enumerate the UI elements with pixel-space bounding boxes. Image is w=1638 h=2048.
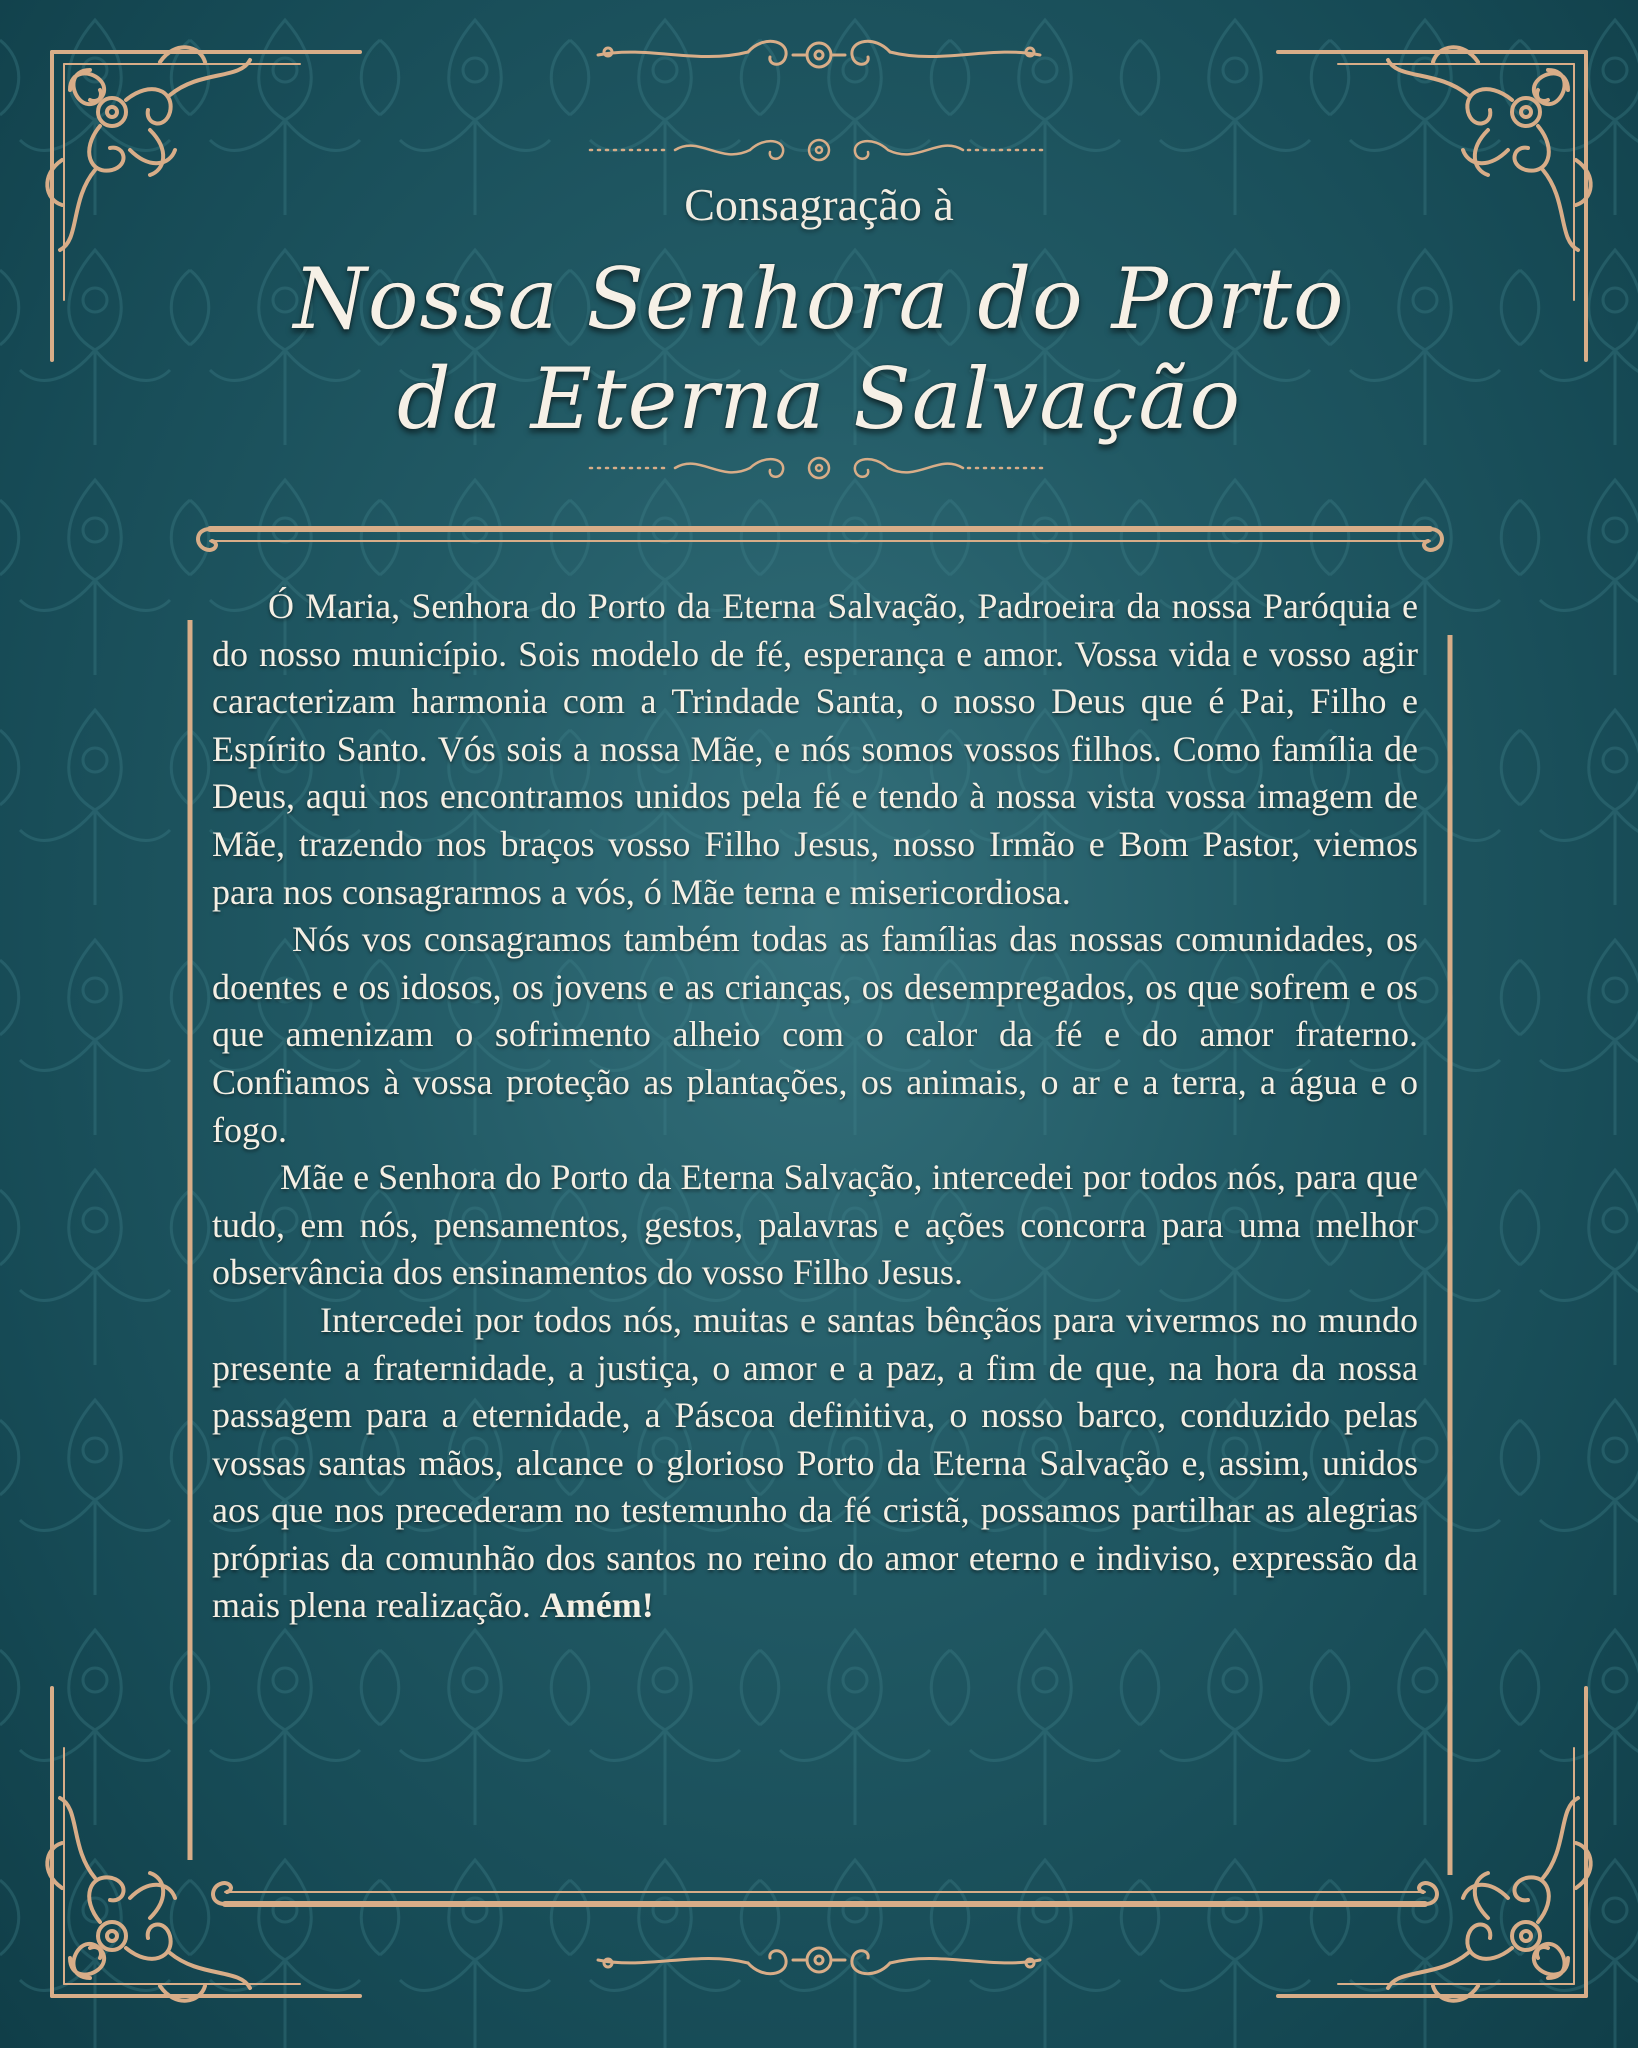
prayer-paragraph: Ó Maria, Senhora do Porto da Eterna Salvação, Padroeira da nossa Paróquia e do nosso município. Sois modelo de fé, esperança e amor. Vossa vida e vosso agir caracterizam harmonia com a Trindade Santa, o nosso Deus que é Pai, Filho e Espírito Santo. Vós sois a nossa Mãe, e nós somos vossos filhos. Como família de Deus, aqui nos encontramos unidos pela fé e tendo à nossa vista vossa imagem de Mãe, trazendo nos braços vosso Filho Jesus, nosso Irmão e Bom Pastor, viemos para nos consagrarmos a vós, ó Mãe terna e misericordiosa.: [212, 586, 1418, 912]
bottom-flourish: [588, 1935, 1050, 1985]
title-line-1: Nossa Senhora do Porto: [293, 250, 1345, 348]
prayer-text: [212, 583, 1418, 1630]
title-line-2: da Eterna Salvação: [396, 350, 1242, 448]
frame-left-bar: [180, 620, 200, 1860]
prayer-paragraph: Nós vos consagramos também todas as famílias das nossas comunidades, os doentes e os idosos, os jovens e as crianças, os desempregados, os que sofrem e os que amenizam o sofrimento alheio com o calor da fé e do amor fraterno. Confiamos à vossa proteção as plantações, os animais, o ar e a terra, a água e o fogo.: [212, 919, 1418, 1150]
subtitle: Consagração à: [684, 179, 954, 230]
subtitle-flourish-top: [580, 130, 1058, 170]
corner-ornament-bottom-left: [0, 1648, 400, 2048]
frame-top-bar: [190, 515, 1450, 559]
prayer-paragraph: [212, 1297, 1418, 1630]
title-flourish-bottom: [580, 448, 1058, 488]
top-flourish: [588, 30, 1050, 80]
frame-bottom-bar: [205, 1874, 1445, 1918]
prayer-paragraph-text: Intercedei por todos nós, muitas e santas bênçãos para vivermos no mundo presente a fraternidade, a justiça, o amor e a paz, a fim de que, na hora da nossa passagem para a eternidade, a Páscoa definitiva, o nosso barco, conduzido pelas vossas santas mãos, alcance o glorioso Porto da Eterna Salvação e, assim, unidos aos que nos precederam no testemunho da fé cristã, possamos partilhar as alegrias próprias da comunhão dos santos no reino do amor eterno e indiviso, expressão da mais plena realização.: [212, 1299, 1418, 1626]
corner-ornament-bottom-right: [1238, 1648, 1638, 2048]
closing-amen: Amém!: [539, 1585, 654, 1626]
frame-right-bar: [1440, 635, 1460, 1875]
prayer-paragraph: Mãe e Senhora do Porto da Eterna Salvação, intercedei por todos nós, para que tudo, em nós, pensamentos, gestos, palavras e ações concorra para uma melhor observância dos ensinamentos do vosso Filho Jesus.: [212, 1157, 1418, 1293]
